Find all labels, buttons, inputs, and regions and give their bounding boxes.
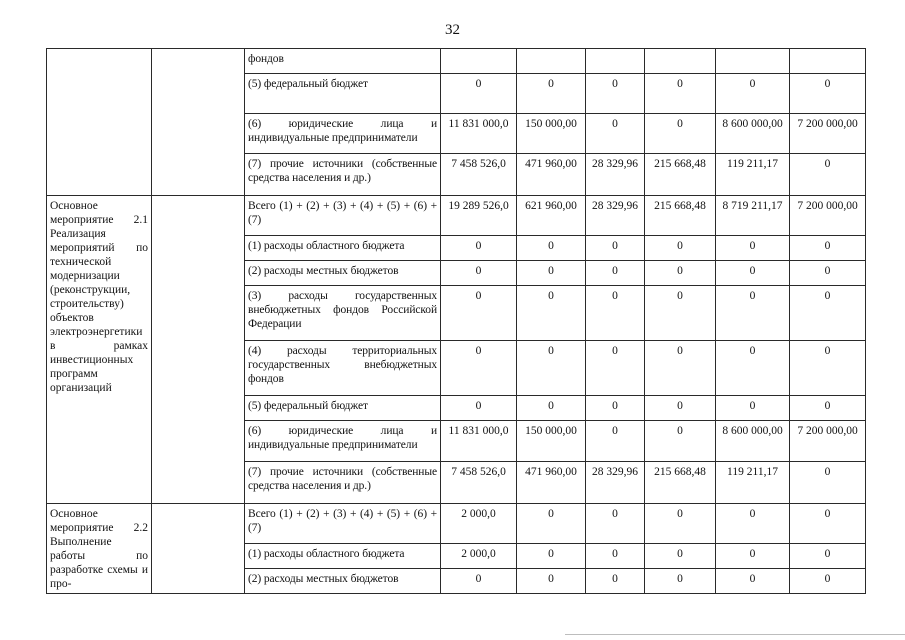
measure-name-cell [47,49,152,196]
amount-cell: 0 [517,396,586,421]
amount-cell: 28 329,96 [586,462,645,504]
amount-cell: 2 000,0 [441,504,517,544]
amount-cell: 0 [645,569,716,594]
amount-cell: 0 [790,74,866,114]
amount-cell: 0 [790,154,866,196]
amount-cell: 0 [716,396,790,421]
amount-cell: 0 [790,504,866,544]
amount-cell: 471 960,00 [517,154,586,196]
amount-cell: 150 000,00 [517,114,586,154]
table-row [47,504,866,544]
amount-cell: 0 [586,286,645,341]
amount-cell: 0 [586,261,645,286]
funding-source-cell: (4) расходы территориальных государственных внебюджетных фондов [245,341,441,396]
amount-cell: 0 [645,504,716,544]
amount-cell: 0 [586,396,645,421]
amount-cell: 0 [586,114,645,154]
amount-cell [586,49,645,74]
amount-cell: 0 [586,569,645,594]
amount-cell: 150 000,00 [517,421,586,462]
funding-source-cell: (5) федеральный бюджет [245,74,441,114]
measure-name-cell: Основное мероприятие 2.2 Выполнение работы по разработке схемы и про- [47,504,152,594]
amount-cell [517,49,586,74]
amount-cell: 119 211,17 [716,154,790,196]
amount-cell: 0 [586,504,645,544]
amount-cell: 0 [645,74,716,114]
amount-cell: 0 [716,504,790,544]
amount-cell: 0 [517,544,586,569]
amount-cell: 0 [586,544,645,569]
amount-cell: 0 [716,341,790,396]
amount-cell: 0 [586,421,645,462]
funding-source-cell: (1) расходы областного бюджета [245,236,441,261]
amount-cell: 0 [790,569,866,594]
amount-cell [790,49,866,74]
amount-cell: 621 960,00 [517,196,586,236]
funding-source-cell: фондов [245,49,441,74]
amount-cell: 0 [441,236,517,261]
funding-source-cell: (7) прочие источники (собственные средства населения и др.) [245,462,441,504]
amount-cell: 0 [645,236,716,261]
funding-table [46,48,866,594]
table-row [47,196,866,236]
amount-cell: 7 200 000,00 [790,196,866,236]
amount-cell: 0 [586,236,645,261]
amount-cell: 8 600 000,00 [716,114,790,154]
amount-cell [441,49,517,74]
funding-source-cell: (1) расходы областного бюджета [245,544,441,569]
amount-cell: 0 [517,504,586,544]
executor-cell [152,196,245,504]
table-row [47,49,866,74]
executor-cell [152,49,245,196]
amount-cell: 0 [645,421,716,462]
amount-cell: 471 960,00 [517,462,586,504]
funding-source-cell: (5) федеральный бюджет [245,396,441,421]
amount-cell: 0 [716,74,790,114]
amount-cell: 0 [645,286,716,341]
amount-cell: 215 668,48 [645,196,716,236]
amount-cell: 0 [645,396,716,421]
amount-cell: 0 [517,261,586,286]
amount-cell: 28 329,96 [586,154,645,196]
amount-cell: 19 289 526,0 [441,196,517,236]
amount-cell: 0 [645,341,716,396]
amount-cell: 0 [441,74,517,114]
funding-source-cell: (6) юридические лица и индивидуальные предприниматели [245,114,441,154]
amount-cell: 0 [790,544,866,569]
funding-source-cell: (6) юридические лица и индивидуальные предприниматели [245,421,441,462]
amount-cell: 7 200 000,00 [790,421,866,462]
amount-cell: 0 [441,396,517,421]
amount-cell: 0 [441,261,517,286]
funding-source-cell: (7) прочие источники (собственные средства населения и др.) [245,154,441,196]
amount-cell: 0 [716,569,790,594]
amount-cell: 0 [790,462,866,504]
amount-cell: 0 [790,286,866,341]
amount-cell: 8 719 211,17 [716,196,790,236]
funding-source-cell: (3) расходы государственных внебюджетных фондов Российской Федерации [245,286,441,341]
amount-cell: 0 [517,286,586,341]
amount-cell: 11 831 000,0 [441,421,517,462]
amount-cell: 0 [441,341,517,396]
amount-cell: 0 [441,286,517,341]
funding-source-cell: (2) расходы местных бюджетов [245,569,441,594]
amount-cell: 7 458 526,0 [441,462,517,504]
amount-cell: 0 [645,114,716,154]
amount-cell: 215 668,48 [645,462,716,504]
funding-table-body [47,49,866,594]
amount-cell: 0 [790,396,866,421]
amount-cell: 0 [586,74,645,114]
amount-cell: 119 211,17 [716,462,790,504]
amount-cell: 0 [716,236,790,261]
funding-source-cell: Всего (1) + (2) + (3) + (4) + (5) + (6) + (7) [245,196,441,236]
scan-edge-line [565,634,905,635]
amount-cell: 0 [517,341,586,396]
amount-cell: 0 [517,569,586,594]
amount-cell: 7 458 526,0 [441,154,517,196]
amount-cell: 11 831 000,0 [441,114,517,154]
amount-cell: 0 [790,261,866,286]
amount-cell: 0 [716,544,790,569]
amount-cell: 0 [716,286,790,341]
amount-cell: 0 [517,236,586,261]
amount-cell: 2 000,0 [441,544,517,569]
amount-cell [645,49,716,74]
amount-cell: 0 [586,341,645,396]
amount-cell: 0 [517,74,586,114]
amount-cell: 0 [645,261,716,286]
page-number: 32 [445,22,460,38]
amount-cell: 8 600 000,00 [716,421,790,462]
amount-cell: 0 [645,544,716,569]
amount-cell: 0 [441,569,517,594]
amount-cell [716,49,790,74]
amount-cell: 0 [790,341,866,396]
funding-source-cell: (2) расходы местных бюджетов [245,261,441,286]
amount-cell: 215 668,48 [645,154,716,196]
amount-cell: 0 [790,236,866,261]
funding-source-cell: Всего (1) + (2) + (3) + (4) + (5) + (6) + (7) [245,504,441,544]
amount-cell: 0 [716,261,790,286]
measure-name-cell: Основное мероприятие 2.1 Реализация мероприятий по технической модернизации (реконструкции, строительству) объектов электроэнергетики в рамках инвестиционных программ организаций [47,196,152,504]
amount-cell: 28 329,96 [586,196,645,236]
executor-cell [152,504,245,594]
amount-cell: 7 200 000,00 [790,114,866,154]
